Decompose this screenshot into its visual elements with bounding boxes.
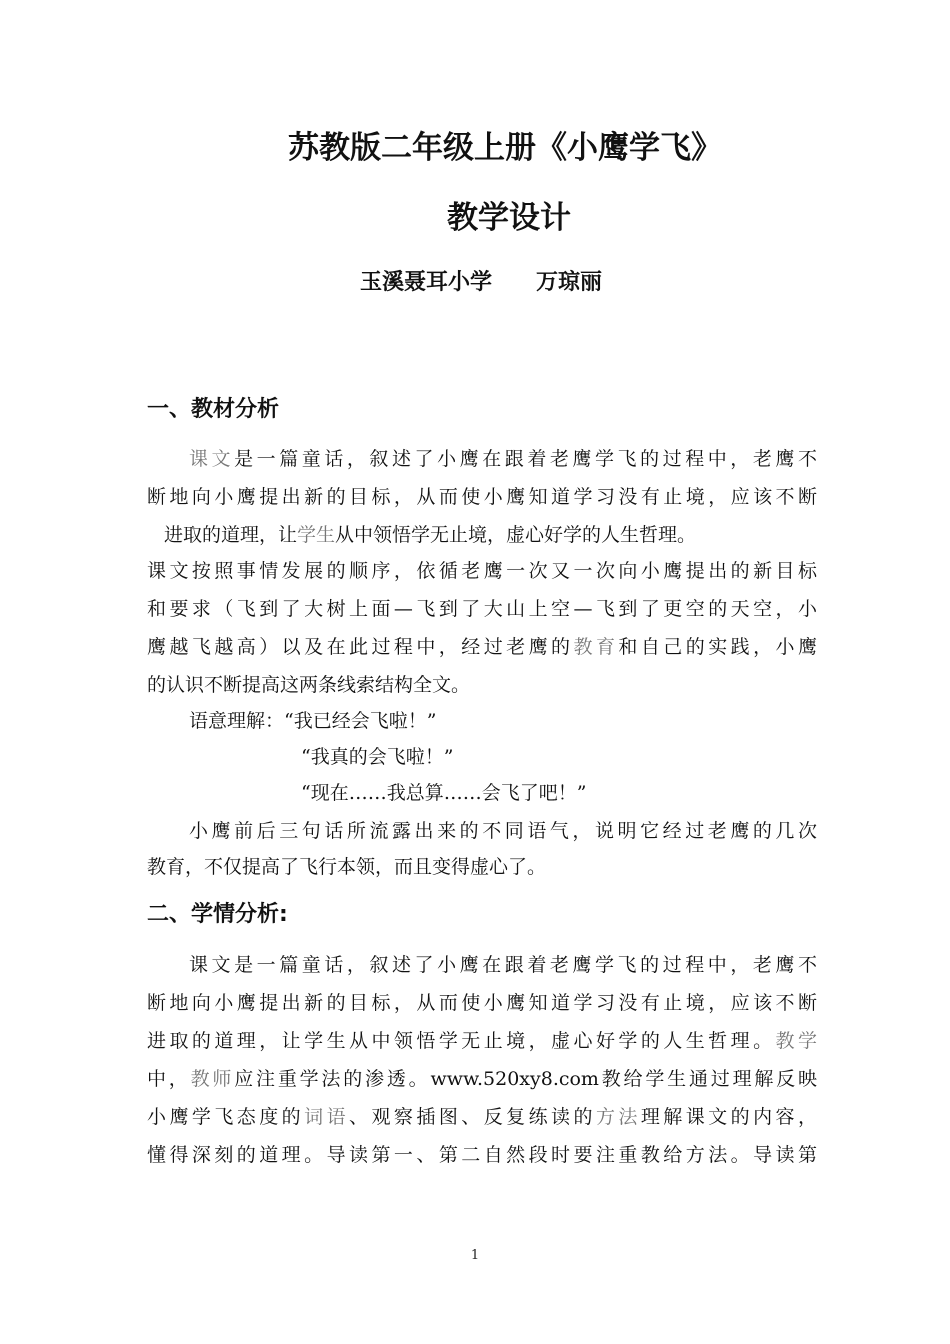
paragraph-line: 课文是一篇童话，叙述了小鹰在跟着老鹰学飞的过程中，老鹰不	[189, 448, 817, 470]
section-heading-learners: 二、学情分析:	[147, 902, 288, 927]
paragraph-line: 懂得深刻的道理。导读第一、第二自然段时要注重教给方法。导读第	[147, 1144, 817, 1166]
paragraph-line: 断地向小鹰提出新的目标，从而使小鹰知道学习没有止境，应该不断	[147, 486, 817, 508]
paragraph-line: 中，教师应注重学法的渗透。www.520xy8.com教给学生通过理解反映	[147, 1068, 817, 1090]
quote-line: 语意理解：“我已经会飞啦！”	[189, 710, 437, 732]
paragraph-line: 课文按照事情发展的顺序，依循老鹰一次又一次向小鹰提出的新目标	[147, 560, 817, 582]
paragraph-line: 和要求（飞到了大树上面—飞到了大山上空—飞到了更空的天空，小	[147, 598, 817, 620]
paragraph-line: 小鹰学飞态度的词语、观察插图、反复练读的方法理解课文的内容，	[147, 1106, 817, 1128]
link-text[interactable]: 方法	[595, 1106, 641, 1128]
document-title: 苏教版二年级上册《小鹰学飞》	[288, 130, 722, 166]
document-subtitle: 教学设计	[447, 200, 571, 236]
link-text[interactable]: 学生	[297, 524, 336, 546]
link-text[interactable]: 词语	[304, 1106, 350, 1128]
paragraph-line: 进取的道理，让学生从中领悟学无止境，虚心好学的人生哲理。	[164, 524, 697, 546]
paragraph-line: 小鹰前后三句话所流露出来的不同语气，说明它经过老鹰的几次	[189, 820, 817, 842]
paragraph-line: 的认识不断提高这两条线索结构全文。	[147, 674, 471, 696]
link-text[interactable]: 教师	[190, 1068, 235, 1090]
page-number: 1	[470, 1248, 480, 1263]
paragraph-line: 断地向小鹰提出新的目标，从而使小鹰知道学习没有止境，应该不断	[147, 992, 817, 1014]
quote-line: “现在……我总算……会飞了吧！”	[301, 782, 587, 804]
quote-line: “我真的会飞啦！”	[301, 746, 454, 768]
section-heading-materials: 一、教材分析	[147, 397, 280, 422]
paragraph-line: 进取的道理，让学生从中领悟学无止境，虚心好学的人生哲理。教学	[147, 1030, 817, 1052]
link-text[interactable]: 教学	[775, 1030, 817, 1052]
paragraph-line: 教育，不仅提高了飞行本领，而且变得虚心了。	[147, 856, 547, 878]
paragraph-line: 鹰越飞越高）以及在此过程中，经过老鹰的教育和自己的实践，小鹰	[147, 636, 817, 658]
author-line: 玉溪聂耳小学 万琼丽	[360, 270, 603, 295]
paragraph-line: 课文是一篇童话，叙述了小鹰在跟着老鹰学飞的过程中，老鹰不	[189, 954, 817, 976]
link-text[interactable]: 课文	[189, 448, 235, 470]
link-text[interactable]: 教育	[573, 636, 619, 658]
